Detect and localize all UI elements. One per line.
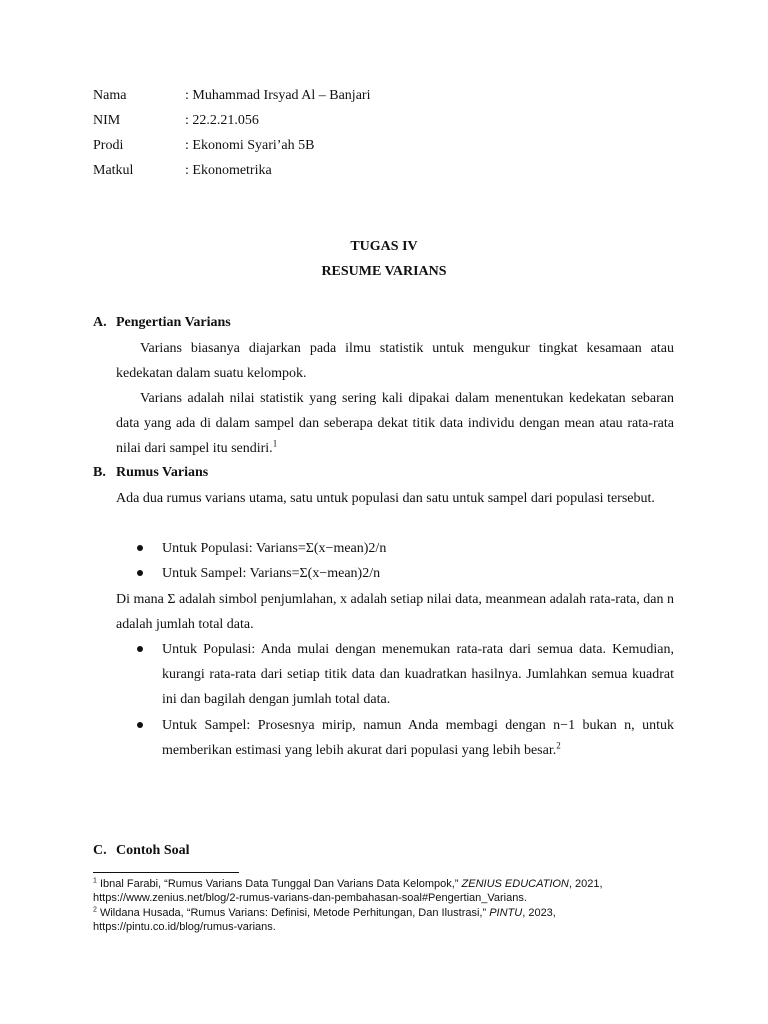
footnote-separator — [93, 872, 239, 873]
section-title: Rumus Varians — [116, 465, 209, 480]
footnote-link[interactable]: , 2023, https://pintu.co.id/blog/rumus-varians. — [93, 907, 556, 933]
section-title: Pengertian Varians — [116, 315, 231, 330]
section-letter: A. — [93, 315, 107, 330]
section-letter: C. — [93, 843, 107, 858]
footnote-text: Ibnal Farabi, “Rumus Varians Data Tunggal Dan Varians Data Kelompok,” — [96, 878, 462, 890]
section-a-paragraph-2 — [116, 386, 674, 461]
identity-value: : Ekonomi Syari’ah 5B — [185, 138, 315, 153]
formula-sample: Untuk Sampel: Varians=Σ(x−mean)2/n — [162, 566, 381, 581]
identity-label: Prodi — [93, 138, 124, 153]
section-title: Contoh Soal — [116, 843, 190, 858]
footnote-ref[interactable]: 2 — [556, 740, 561, 751]
identity-value: : 22.2.21.056 — [185, 113, 259, 128]
footnote-link[interactable]: , 2021, https://www.zenius.net/blog/2-rumus-varians-dan-pembahasan-soal#Pengertian_Varians. — [93, 878, 603, 904]
identity-value: : Muhammad Irsyad Al – Banjari — [185, 88, 371, 103]
step-sample — [162, 713, 674, 763]
section-b-heading — [93, 463, 208, 483]
step-population: Untuk Populasi: Anda mulai dengan menemukan rata-rata dari semua data. Kemudian, kurangi rata-rata dari setiap titik data dan kuadratkan hasilnya. Jumlahkan semua kuadrat ini dan bagilah dengan jumlah total data. — [162, 642, 674, 707]
bullet-icon — [137, 545, 143, 551]
section-letter: B. — [93, 465, 106, 480]
section-a-heading — [93, 313, 231, 333]
identity-label: Matkul — [93, 163, 134, 178]
footnote-2 — [93, 906, 683, 934]
bullet-icon — [137, 646, 143, 652]
footnote-number: 2 — [93, 906, 97, 914]
document-subtitle: RESUME VARIANS — [321, 264, 447, 279]
bullet-icon — [137, 722, 143, 728]
identity-value: : Ekonometrika — [185, 163, 272, 178]
identity-label: NIM — [93, 113, 121, 128]
footnote-source: ZENIUS EDUCATION — [461, 878, 569, 890]
footnote-number: 1 — [93, 877, 97, 885]
identity-label: Nama — [93, 88, 127, 103]
footnote-ref[interactable]: 1 — [272, 438, 278, 449]
footnote-1 — [93, 877, 683, 905]
section-a-paragraph-1: Varians biasanya diajarkan pada ilmu statistik untuk mengukur tingkat kesamaan atau kedekatan dalam suatu kelompok. — [116, 341, 674, 381]
step-text: Untuk Sampel: Prosesnya mirip, namun Anda membagi dengan n−1 bukan n, untuk memberikan estimasi yang lebih akurat dari populasi yang lebih besar. — [162, 718, 674, 758]
document-title: TUGAS IV — [350, 239, 418, 254]
formula-population: Untuk Populasi: Varians=Σ(x−mean)2/n — [162, 541, 387, 556]
footnote-source: PINTU — [489, 907, 523, 919]
section-c-heading — [93, 841, 190, 861]
paragraph-text: Varians adalah nilai statistik yang sering kali dipakai dalam menentukan kedekatan sebaran data yang ada di dalam sampel dan seberapa dekat titik data individu dengan mean atau rata-rata nilai dari sampel itu sendiri. — [116, 391, 674, 456]
section-b-intro: Ada dua rumus varians utama, satu untuk populasi dan satu untuk sampel dari populasi tersebut. — [116, 491, 655, 506]
section-b-explanation: Di mana Σ adalah simbol penjumlahan, x adalah setiap nilai data, meanmean adalah rata-rata, dan n adalah jumlah total data. — [116, 592, 674, 632]
bullet-icon — [137, 570, 143, 576]
footnote-text: Wildana Husada, “Rumus Varians: Definisi, Metode Perhitungan, Dan Ilustrasi,” — [96, 907, 490, 919]
